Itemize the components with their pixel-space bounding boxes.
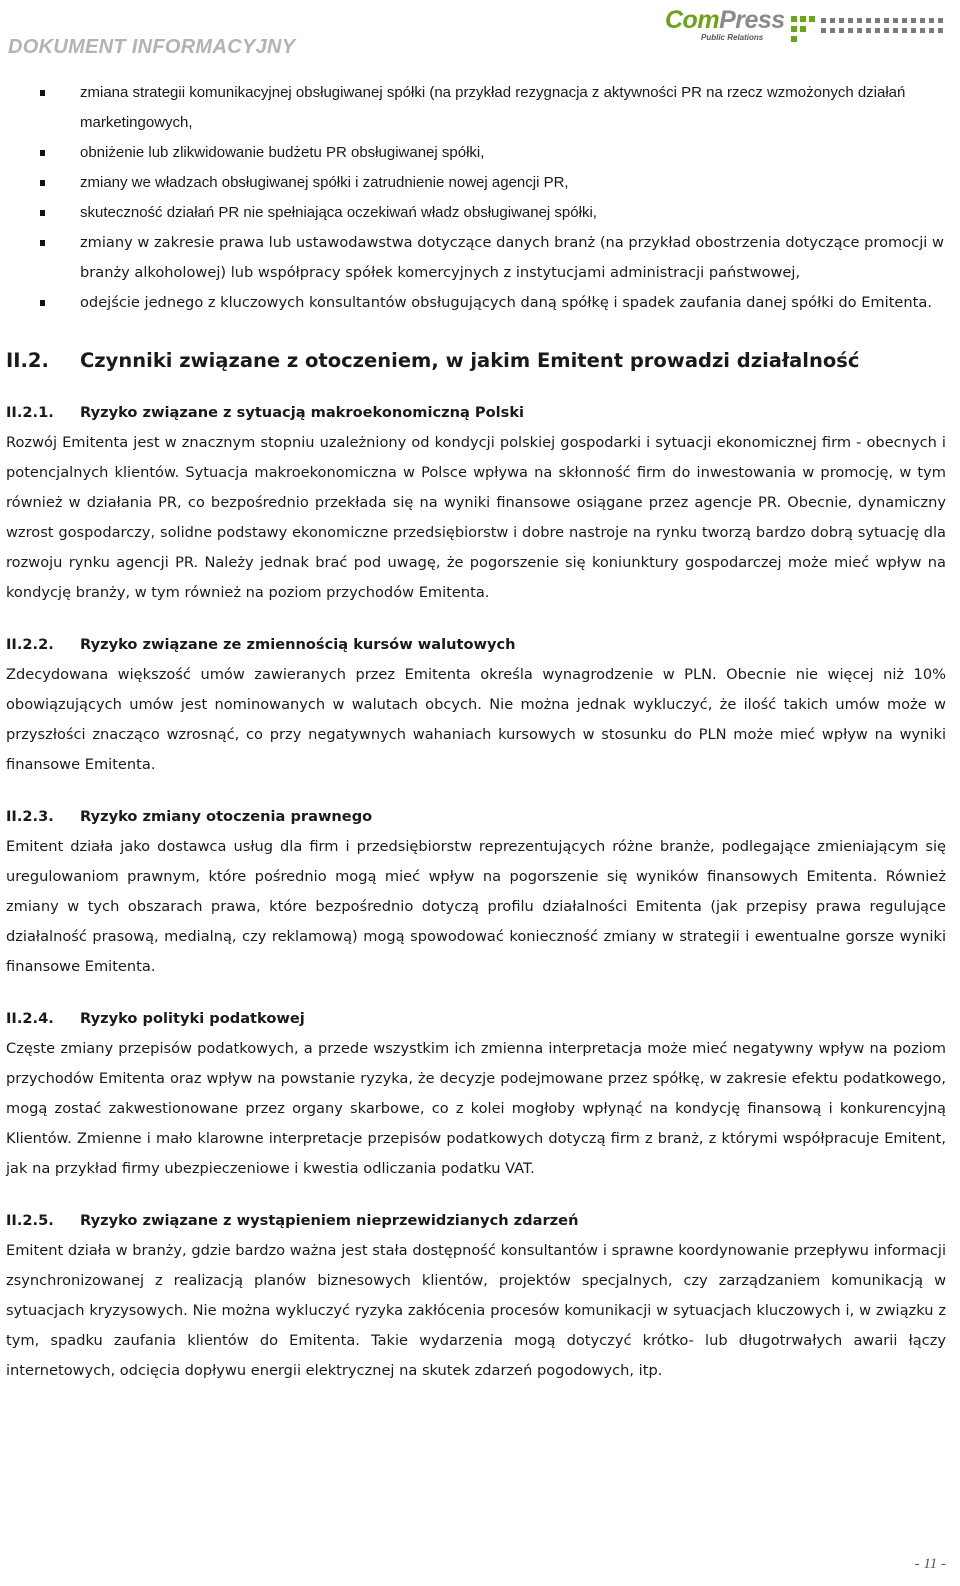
subsection-number: II.2.5. bbox=[6, 1212, 54, 1229]
bullet-item: zmiany w zakresie prawa lub ustawodawstwa dotyczące danych branż (na przykład obostrzenia dotyczące promocji w branży alkoholowej) lub współpracy spółek komercyjnych z instytucjami administracji państwowej, bbox=[6, 228, 946, 288]
document-body bbox=[6, 78, 946, 1386]
subsection-paragraph: Rozwój Emitenta jest w znacznym stopniu uzależniony od kondycji polskiej gospodarki i sytuacji ekonomicznej firm - obecnych i potencjalnych klientów. Sytuacja makroekonomiczna w Polsce wpływa na skłonność firm do inwestowania w promocję, w tym również w działania PR, co bezpośrednio przekłada się na wyniki finansowe osiągane przez agencje PR. Obecnie, dynamiczny wzrost gospodarczy, solidne podstawy ekonomiczne przedsiębiorstw i dobre nastroje na rynku tworzą bardzo dobrą sytuację dla rozwoju rynku agencji PR. Należy jednak brać pod uwagę, że pogorszenie się koniunktury gospodarczej może mieć wpływ na kondycję branży, w tym również na poziom przychodów Emitenta. bbox=[6, 434, 946, 601]
subsection-paragraph: Częste zmiany przepisów podatkowych, a przede wszystkim ich zmienna interpretacja może mieć negatywny wpływ na poziom przychodów Emitenta oraz wpływ na powstanie ryzyka, że decyzje podejmowane przez spółkę, w zakresie efektu podatkowego, mogą zostać zakwestionowane przez organy skarbowe, co z kolei mogłoby wpłynąć na kondycję finansową i konkurencyjną Klientów. Zmienne i mało klarowne interpretacje przepisów podatkowych dotyczą firm z branż, z którymi współpracuje Emitent, jak na przykład firmy ubezpieczeniowe i kwestia odliczania podatku VAT. bbox=[6, 1040, 946, 1177]
subsection-heading bbox=[6, 400, 946, 426]
bullet-item: obniżenie lub zlikwidowanie budżetu PR obsługiwanej spółki, bbox=[6, 138, 946, 168]
bullet-item: zmiana strategii komunikacyjnej obsługiwanej spółki (na przykład rezygnacja z aktywności PR na rzecz wzmożonych działań marketingowych, bbox=[6, 78, 946, 138]
subsection-title: Ryzyko związane z sytuacją makroekonomiczną Polski bbox=[80, 404, 525, 421]
bullet-item: odejście jednego z kluczowych konsultantów obsługujących daną spółkę i spadek zaufania danej spółki do Emitenta. bbox=[6, 288, 946, 318]
subsection-heading bbox=[6, 1006, 946, 1032]
bullet-item: zmiany we władzach obsługiwanej spółki i zatrudnienie nowej agencji PR, bbox=[6, 168, 946, 198]
subsection-number: II.2.3. bbox=[6, 808, 54, 825]
logo-dots-icon bbox=[789, 12, 949, 44]
subsection-paragraph: Emitent działa jako dostawca usług dla firm i przedsiębiorstw reprezentujących różne branże, podlegające zmieniającym się uregulowaniom prawnym, które pośrednio mogą mieć wpływ na pogorszenie się wyników finansowych Emitenta. Również zmiany w tych obszarach prawa, które bezpośrednio dotyczą profilu działalności Emitenta (jak przepisy prawa regulujące działalność prasową, medialną, czy reklamową) mogą spowodować konieczność zmiany w strategii i ewentualne gorsze wyniki finansowe Emitenta. bbox=[6, 838, 946, 975]
section-title: Czynniki związane z otoczeniem, w jakim Emitent prowadzi działalność bbox=[80, 349, 860, 372]
logo-subtitle: Public Relations bbox=[701, 33, 764, 42]
section-number: II.2. bbox=[6, 349, 49, 372]
subsection-heading bbox=[6, 632, 946, 658]
subsection-number: II.2.4. bbox=[6, 1010, 54, 1027]
bullet-square-icon bbox=[40, 180, 45, 186]
bullet-square-icon bbox=[40, 210, 45, 216]
document-label: DOKUMENT INFORMACYJNY bbox=[8, 36, 296, 58]
bullet-list bbox=[6, 78, 946, 318]
subsection-number: II.2.1. bbox=[6, 404, 54, 421]
subsection-title: Ryzyko związane ze zmiennością kursów walutowych bbox=[80, 636, 516, 653]
subsection-number: II.2.2. bbox=[6, 636, 54, 653]
compress-logo bbox=[665, 6, 955, 48]
bullet-square-icon bbox=[40, 150, 45, 156]
subsection-title: Ryzyko zmiany otoczenia prawnego bbox=[80, 808, 373, 825]
page-number: - 11 - bbox=[914, 1556, 946, 1572]
subsection-paragraph: Emitent działa w branży, gdzie bardzo ważna jest stała dostępność konsultantów i sprawne koordynowanie przepływu informacji zsynchronizowanej z realizacją planów biznesowych klientów, projektów specjalnych, czy zarządzaniem komunikacją w sytuacjach kryzysowych. Nie można wykluczyć ryzyka zakłócenia procesów komunikacji w sytuacjach kluczowych i, w związku z tym, spadku zaufania klientów do Emitenta. Takie wydarzenia mogą dotyczyć krótko- lub długotrwałych awarii łączy internetowych, odcięcia dopływu energii elektrycznej na skutek zdarzeń pogodowych, itp. bbox=[6, 1242, 946, 1379]
section-heading bbox=[6, 346, 946, 376]
subsection-heading bbox=[6, 1208, 946, 1234]
bullet-item: skuteczność działań PR nie spełniająca oczekiwań władz obsługiwanej spółki, bbox=[6, 198, 946, 228]
subsection-heading bbox=[6, 804, 946, 830]
bullet-square-icon bbox=[40, 300, 45, 306]
subsection-title: Ryzyko polityki podatkowej bbox=[80, 1010, 305, 1027]
subsection-paragraph: Zdecydowana większość umów zawieranych przez Emitenta określa wynagrodzenie w PLN. Obecnie nie więcej niż 10% obowiązujących umów jest nominowanych w walutach obcych. Nie można jednak wykluczyć, że ilość takich umów może w przyszłości znacząco wzrosnąć, co przy negatywnych wahaniach kursowych w stosunku do PLN może mieć wpływ na wyniki finansowe Emitenta. bbox=[6, 666, 946, 773]
logo-wordmark: ComPress bbox=[665, 6, 785, 34]
bullet-square-icon bbox=[40, 240, 45, 246]
page-header bbox=[0, 0, 960, 70]
subsection-title: Ryzyko związane z wystąpieniem nieprzewidzianych zdarzeń bbox=[80, 1212, 579, 1229]
bullet-square-icon bbox=[40, 90, 45, 96]
